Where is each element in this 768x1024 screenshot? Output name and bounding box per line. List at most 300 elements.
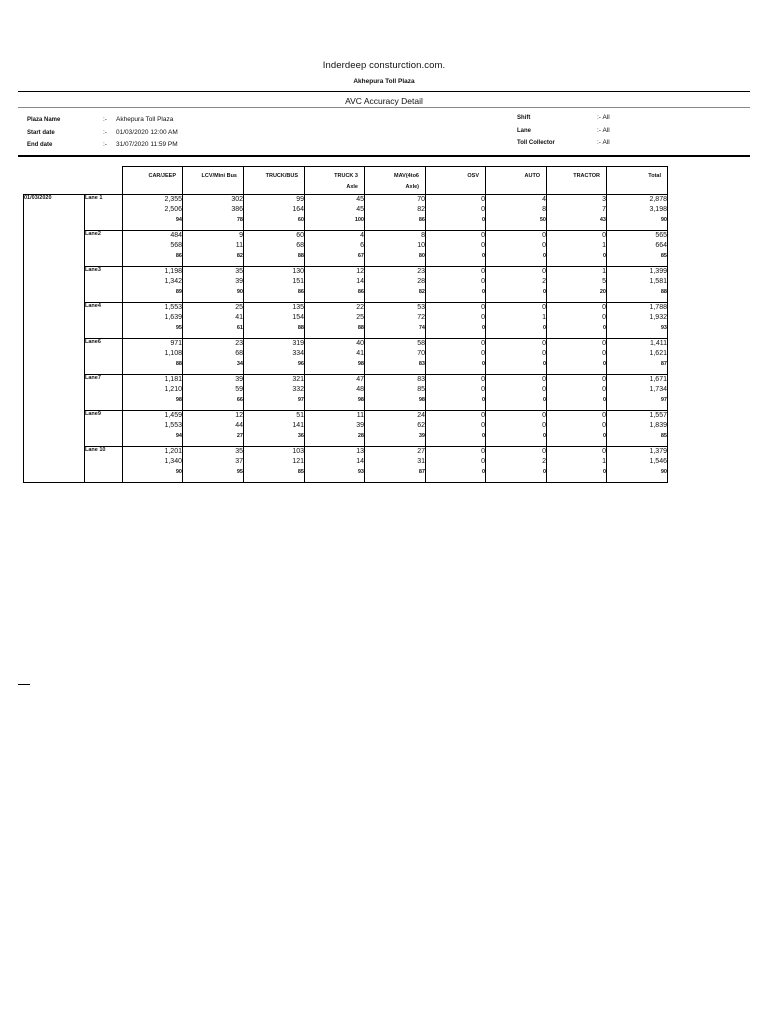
column-header-line: CAR/JEEP bbox=[148, 173, 176, 179]
count-b: 0 bbox=[481, 278, 485, 285]
data-cell bbox=[426, 195, 486, 231]
count-a: 0 bbox=[542, 340, 546, 347]
count-a: 0 bbox=[542, 448, 546, 455]
meta-sep: :- bbox=[597, 114, 601, 121]
data-cell bbox=[426, 447, 486, 483]
count-a: 1,459 bbox=[164, 412, 182, 419]
count-a: 0 bbox=[602, 232, 606, 239]
count-b: 25 bbox=[356, 314, 364, 321]
column-header-line: MAV(4to6 bbox=[394, 173, 419, 179]
data-cell bbox=[365, 339, 426, 375]
count-a: 1,201 bbox=[164, 448, 182, 455]
count-a: 25 bbox=[235, 304, 243, 311]
count-b: 41 bbox=[235, 314, 243, 321]
column-header bbox=[426, 167, 486, 195]
column-header-line: TRUCK/BUS bbox=[265, 173, 298, 179]
count-b: 334 bbox=[292, 350, 304, 357]
count-b: 2,506 bbox=[164, 206, 182, 213]
accuracy-percent: 61 bbox=[236, 325, 243, 331]
lane-cell: Lane6 bbox=[85, 339, 123, 375]
count-a: 39 bbox=[235, 376, 243, 383]
data-cell bbox=[244, 267, 305, 303]
meta-key-shift: Shift bbox=[517, 115, 531, 121]
data-cell bbox=[183, 447, 244, 483]
accuracy-percent: 94 bbox=[175, 217, 182, 223]
count-b: 664 bbox=[655, 242, 667, 249]
accuracy-percent: 95 bbox=[236, 469, 243, 475]
accuracy-percent: 90 bbox=[236, 289, 243, 295]
data-cell bbox=[607, 339, 668, 375]
accuracy-percent: 83 bbox=[418, 361, 425, 367]
count-a: 22 bbox=[356, 304, 364, 311]
count-b: 1,581 bbox=[649, 278, 667, 285]
accuracy-percent: 39 bbox=[418, 433, 425, 439]
count-a: 0 bbox=[602, 340, 606, 347]
count-b: 6 bbox=[360, 242, 364, 249]
lane-cell: Lane3 bbox=[85, 267, 123, 303]
data-cell bbox=[365, 195, 426, 231]
count-b: 0 bbox=[542, 350, 546, 357]
data-cell bbox=[426, 411, 486, 447]
count-b: 0 bbox=[542, 386, 546, 393]
accuracy-percent: 0 bbox=[542, 361, 546, 367]
count-b: 1,639 bbox=[164, 314, 182, 321]
data-cell bbox=[305, 267, 365, 303]
meta-left-keys bbox=[27, 114, 60, 152]
data-cell bbox=[123, 267, 183, 303]
accuracy-percent: 80 bbox=[418, 253, 425, 259]
count-a: 11 bbox=[356, 412, 364, 419]
title-divider bbox=[18, 107, 750, 108]
accuracy-percent: 78 bbox=[236, 217, 243, 223]
count-a: 0 bbox=[602, 304, 606, 311]
table-row bbox=[24, 375, 668, 411]
count-b: 2 bbox=[542, 278, 546, 285]
meta-key-toll-collector: Toll Collector bbox=[517, 140, 555, 146]
data-cell bbox=[486, 303, 547, 339]
count-a: 0 bbox=[481, 340, 485, 347]
accuracy-percent: 0 bbox=[542, 469, 546, 475]
data-cell bbox=[607, 231, 668, 267]
accuracy-percent: 89 bbox=[175, 289, 182, 295]
lane-cell: Lane2 bbox=[85, 231, 123, 267]
column-header-line: TRACTOR bbox=[573, 173, 600, 179]
count-b: 14 bbox=[356, 278, 364, 285]
data-cell bbox=[123, 375, 183, 411]
data-cell bbox=[123, 303, 183, 339]
accuracy-percent: 88 bbox=[660, 289, 667, 295]
data-cell bbox=[244, 303, 305, 339]
count-b: 0 bbox=[602, 422, 606, 429]
data-cell bbox=[305, 411, 365, 447]
count-a: 0 bbox=[481, 376, 485, 383]
data-cell bbox=[123, 447, 183, 483]
count-a: 1,379 bbox=[649, 448, 667, 455]
count-b: 0 bbox=[542, 422, 546, 429]
count-b: 70 bbox=[417, 350, 425, 357]
column-header bbox=[244, 167, 305, 195]
count-b: 0 bbox=[481, 206, 485, 213]
column-header-line: OSV bbox=[467, 173, 479, 179]
lane-cell: Lane9 bbox=[85, 411, 123, 447]
count-a: 1,399 bbox=[649, 268, 667, 275]
count-b: 44 bbox=[235, 422, 243, 429]
count-a: 35 bbox=[235, 448, 243, 455]
data-cell bbox=[607, 375, 668, 411]
data-cell bbox=[547, 231, 607, 267]
accuracy-percent: 0 bbox=[602, 361, 606, 367]
count-a: 12 bbox=[356, 268, 364, 275]
count-b: 11 bbox=[235, 242, 243, 249]
count-b: 31 bbox=[417, 458, 425, 465]
accuracy-percent: 0 bbox=[602, 325, 606, 331]
lane-cell: Lane7 bbox=[85, 375, 123, 411]
count-b: 1,839 bbox=[649, 422, 667, 429]
count-b: 151 bbox=[292, 278, 304, 285]
column-header bbox=[547, 167, 607, 195]
accuracy-percent: 86 bbox=[175, 253, 182, 259]
data-cell bbox=[547, 411, 607, 447]
data-cell bbox=[547, 339, 607, 375]
table-row bbox=[24, 231, 668, 267]
count-b: 0 bbox=[481, 422, 485, 429]
data-cell bbox=[486, 375, 547, 411]
meta-right-values bbox=[597, 112, 610, 150]
count-a: 0 bbox=[542, 268, 546, 275]
accuracy-percent: 97 bbox=[660, 397, 667, 403]
count-a: 319 bbox=[292, 340, 304, 347]
column-header-line: Axle bbox=[346, 184, 358, 190]
accuracy-percent: 0 bbox=[481, 469, 485, 475]
accuracy-percent: 0 bbox=[602, 253, 606, 259]
count-a: 0 bbox=[481, 232, 485, 239]
accuracy-percent: 0 bbox=[542, 397, 546, 403]
count-b: 68 bbox=[235, 350, 243, 357]
accuracy-percent: 97 bbox=[297, 397, 304, 403]
accuracy-percent: 87 bbox=[418, 469, 425, 475]
accuracy-percent: 0 bbox=[481, 397, 485, 403]
accuracy-percent: 88 bbox=[357, 325, 364, 331]
data-cell bbox=[123, 339, 183, 375]
column-header bbox=[607, 167, 668, 195]
count-a: 0 bbox=[542, 376, 546, 383]
count-a: 971 bbox=[170, 340, 182, 347]
count-a: 565 bbox=[655, 232, 667, 239]
data-cell bbox=[486, 195, 547, 231]
count-a: 0 bbox=[602, 448, 606, 455]
count-b: 3,198 bbox=[649, 206, 667, 213]
data-cell bbox=[244, 339, 305, 375]
data-cell bbox=[486, 339, 547, 375]
count-a: 1,553 bbox=[164, 304, 182, 311]
data-cell bbox=[305, 195, 365, 231]
meta-value-plaza-name: Akhepura Toll Plaza bbox=[116, 116, 174, 123]
count-b: 1,342 bbox=[164, 278, 182, 285]
data-cell bbox=[183, 339, 244, 375]
count-b: 48 bbox=[356, 386, 364, 393]
accuracy-percent: 0 bbox=[481, 361, 485, 367]
accuracy-percent: 0 bbox=[602, 397, 606, 403]
accuracy-percent: 0 bbox=[481, 253, 485, 259]
accuracy-percent: 0 bbox=[602, 469, 606, 475]
count-a: 0 bbox=[542, 412, 546, 419]
date-cell: 01/03/2020 bbox=[24, 195, 85, 483]
count-a: 53 bbox=[417, 304, 425, 311]
data-cell bbox=[486, 231, 547, 267]
count-b: 7 bbox=[602, 206, 606, 213]
data-cell bbox=[305, 339, 365, 375]
count-b: 0 bbox=[481, 350, 485, 357]
accuracy-percent: 82 bbox=[236, 253, 243, 259]
count-a: 0 bbox=[481, 412, 485, 419]
count-a: 1,198 bbox=[164, 268, 182, 275]
count-a: 24 bbox=[417, 412, 425, 419]
column-header bbox=[365, 167, 426, 195]
meta-left-values bbox=[116, 114, 178, 152]
data-cell bbox=[244, 195, 305, 231]
avc-accuracy-table bbox=[23, 166, 668, 483]
count-b: 82 bbox=[417, 206, 425, 213]
accuracy-percent: 93 bbox=[357, 469, 364, 475]
meta-value-end-date: 31/07/2020 11:59 PM bbox=[116, 141, 178, 148]
meta-sep: :- bbox=[103, 116, 107, 123]
data-cell bbox=[426, 303, 486, 339]
data-cell bbox=[305, 447, 365, 483]
count-b: 1,621 bbox=[649, 350, 667, 357]
data-cell bbox=[486, 411, 547, 447]
meta-sep: :- bbox=[103, 141, 107, 148]
count-b: 141 bbox=[292, 422, 304, 429]
count-b: 5 bbox=[602, 278, 606, 285]
count-a: 0 bbox=[542, 304, 546, 311]
meta-sep: :- bbox=[597, 139, 601, 146]
lane-cell: Lane 1 bbox=[85, 195, 123, 231]
accuracy-percent: 60 bbox=[297, 217, 304, 223]
data-cell bbox=[123, 195, 183, 231]
count-b: 39 bbox=[356, 422, 364, 429]
count-a: 2,355 bbox=[164, 196, 182, 203]
accuracy-percent: 86 bbox=[357, 289, 364, 295]
count-a: 4 bbox=[360, 232, 364, 239]
accuracy-percent: 0 bbox=[542, 325, 546, 331]
count-b: 0 bbox=[602, 386, 606, 393]
count-a: 51 bbox=[296, 412, 304, 419]
data-cell bbox=[547, 447, 607, 483]
lane-cell: Lane 10 bbox=[85, 447, 123, 483]
meta-key-end-date: End date bbox=[27, 142, 53, 148]
count-a: 103 bbox=[292, 448, 304, 455]
meta-value-lane: All bbox=[602, 126, 610, 134]
count-a: 12 bbox=[235, 412, 243, 419]
meta-value-shift: All bbox=[602, 114, 610, 121]
count-a: 45 bbox=[356, 196, 364, 203]
accuracy-percent: 93 bbox=[660, 325, 667, 331]
data-cell bbox=[183, 195, 244, 231]
accuracy-percent: 66 bbox=[236, 397, 243, 403]
column-header-line: Axle) bbox=[405, 184, 419, 190]
accuracy-percent: 86 bbox=[297, 289, 304, 295]
header-bottom-rule bbox=[18, 155, 750, 157]
data-cell bbox=[607, 303, 668, 339]
table-header-row bbox=[24, 167, 668, 195]
data-cell bbox=[426, 375, 486, 411]
meta-key-plaza-name: Plaza Name bbox=[27, 117, 61, 123]
count-b: 14 bbox=[356, 458, 364, 465]
count-b: 164 bbox=[292, 206, 304, 213]
count-a: 58 bbox=[417, 340, 425, 347]
count-a: 47 bbox=[356, 376, 364, 383]
column-header bbox=[123, 167, 183, 195]
accuracy-percent: 88 bbox=[297, 253, 304, 259]
accuracy-percent: 85 bbox=[660, 253, 667, 259]
accuracy-percent: 28 bbox=[357, 433, 364, 439]
accuracy-percent: 98 bbox=[357, 361, 364, 367]
data-cell bbox=[547, 195, 607, 231]
count-a: 35 bbox=[235, 268, 243, 275]
count-b: 0 bbox=[542, 242, 546, 249]
count-a: 321 bbox=[292, 376, 304, 383]
data-cell bbox=[183, 231, 244, 267]
data-cell bbox=[547, 303, 607, 339]
accuracy-percent: 88 bbox=[175, 361, 182, 367]
accuracy-percent: 36 bbox=[297, 433, 304, 439]
accuracy-percent: 86 bbox=[418, 217, 425, 223]
meta-value-toll-collector: All bbox=[602, 139, 610, 146]
count-a: 2,878 bbox=[649, 196, 667, 203]
data-cell bbox=[123, 231, 183, 267]
column-header bbox=[305, 167, 365, 195]
data-cell bbox=[365, 447, 426, 483]
count-b: 1,210 bbox=[164, 386, 182, 393]
column-header bbox=[486, 167, 547, 195]
count-b: 0 bbox=[602, 350, 606, 357]
count-b: 154 bbox=[292, 314, 304, 321]
count-a: 484 bbox=[170, 232, 182, 239]
meta-left-seps bbox=[103, 114, 107, 152]
count-b: 59 bbox=[235, 386, 243, 393]
plaza-subtitle: Akhepura Toll Plaza bbox=[353, 78, 415, 85]
table-row bbox=[24, 411, 668, 447]
count-a: 0 bbox=[481, 448, 485, 455]
count-b: 1,553 bbox=[164, 422, 182, 429]
accuracy-percent: 100 bbox=[354, 217, 364, 223]
accuracy-percent: 0 bbox=[481, 433, 485, 439]
count-b: 39 bbox=[235, 278, 243, 285]
data-cell bbox=[607, 267, 668, 303]
count-a: 60 bbox=[296, 232, 304, 239]
accuracy-percent: 94 bbox=[175, 433, 182, 439]
count-b: 8 bbox=[542, 206, 546, 213]
meta-sep: :- bbox=[597, 126, 601, 134]
count-a: 8 bbox=[421, 232, 425, 239]
count-a: 99 bbox=[296, 196, 304, 203]
count-b: 72 bbox=[417, 314, 425, 321]
count-b: 41 bbox=[356, 350, 364, 357]
count-a: 0 bbox=[602, 412, 606, 419]
meta-value-start-date: 01/03/2020 12:00 AM bbox=[116, 128, 178, 136]
count-a: 302 bbox=[231, 196, 243, 203]
report-title: AVC Accuracy Detail bbox=[345, 96, 423, 106]
accuracy-percent: 34 bbox=[236, 361, 243, 367]
count-a: 27 bbox=[417, 448, 425, 455]
accuracy-percent: 43 bbox=[599, 217, 606, 223]
data-cell bbox=[607, 195, 668, 231]
count-a: 9 bbox=[239, 232, 243, 239]
count-b: 1,932 bbox=[649, 314, 667, 321]
count-b: 1,108 bbox=[164, 350, 182, 357]
data-cell bbox=[426, 231, 486, 267]
accuracy-percent: 74 bbox=[418, 325, 425, 331]
meta-sep: :- bbox=[103, 128, 107, 136]
data-cell bbox=[547, 375, 607, 411]
count-b: 1,546 bbox=[649, 458, 667, 465]
count-b: 1 bbox=[602, 458, 606, 465]
count-b: 85 bbox=[417, 386, 425, 393]
data-cell bbox=[183, 303, 244, 339]
data-cell bbox=[486, 447, 547, 483]
count-b: 1,734 bbox=[649, 386, 667, 393]
data-cell bbox=[365, 267, 426, 303]
count-b: 0 bbox=[481, 242, 485, 249]
accuracy-percent: 90 bbox=[660, 469, 667, 475]
table-row bbox=[24, 339, 668, 375]
accuracy-percent: 85 bbox=[297, 469, 304, 475]
top-divider bbox=[18, 91, 750, 92]
accuracy-percent: 98 bbox=[418, 397, 425, 403]
table-row bbox=[24, 303, 668, 339]
accuracy-percent: 20 bbox=[599, 289, 606, 295]
count-a: 1,788 bbox=[649, 304, 667, 311]
column-header bbox=[183, 167, 244, 195]
count-b: 62 bbox=[417, 422, 425, 429]
data-cell bbox=[305, 375, 365, 411]
count-b: 1 bbox=[542, 314, 546, 321]
accuracy-percent: 0 bbox=[542, 289, 546, 295]
count-b: 121 bbox=[292, 458, 304, 465]
count-b: 28 bbox=[417, 278, 425, 285]
count-a: 40 bbox=[356, 340, 364, 347]
count-a: 1 bbox=[602, 268, 606, 275]
accuracy-percent: 0 bbox=[481, 289, 485, 295]
count-a: 1,181 bbox=[164, 376, 182, 383]
accuracy-percent: 27 bbox=[236, 433, 243, 439]
count-a: 1,411 bbox=[650, 340, 667, 347]
count-a: 13 bbox=[356, 448, 364, 455]
data-cell bbox=[365, 411, 426, 447]
data-cell bbox=[305, 303, 365, 339]
meta-right-keys bbox=[517, 112, 555, 150]
count-b: 0 bbox=[481, 386, 485, 393]
accuracy-percent: 0 bbox=[481, 217, 485, 223]
count-a: 4 bbox=[542, 196, 546, 203]
count-a: 3 bbox=[602, 196, 606, 203]
data-cell bbox=[365, 303, 426, 339]
data-cell bbox=[123, 411, 183, 447]
count-b: 0 bbox=[481, 314, 485, 321]
count-a: 83 bbox=[417, 376, 425, 383]
data-cell bbox=[607, 411, 668, 447]
count-a: 0 bbox=[602, 376, 606, 383]
count-a: 135 bbox=[292, 304, 304, 311]
data-cell bbox=[305, 231, 365, 267]
count-b: 568 bbox=[170, 242, 182, 249]
count-a: 23 bbox=[235, 340, 243, 347]
accuracy-percent: 88 bbox=[297, 325, 304, 331]
accuracy-percent: 98 bbox=[175, 397, 182, 403]
data-cell bbox=[244, 375, 305, 411]
count-b: 386 bbox=[231, 206, 243, 213]
column-header-line: LCV/Mini Bus bbox=[201, 173, 237, 179]
